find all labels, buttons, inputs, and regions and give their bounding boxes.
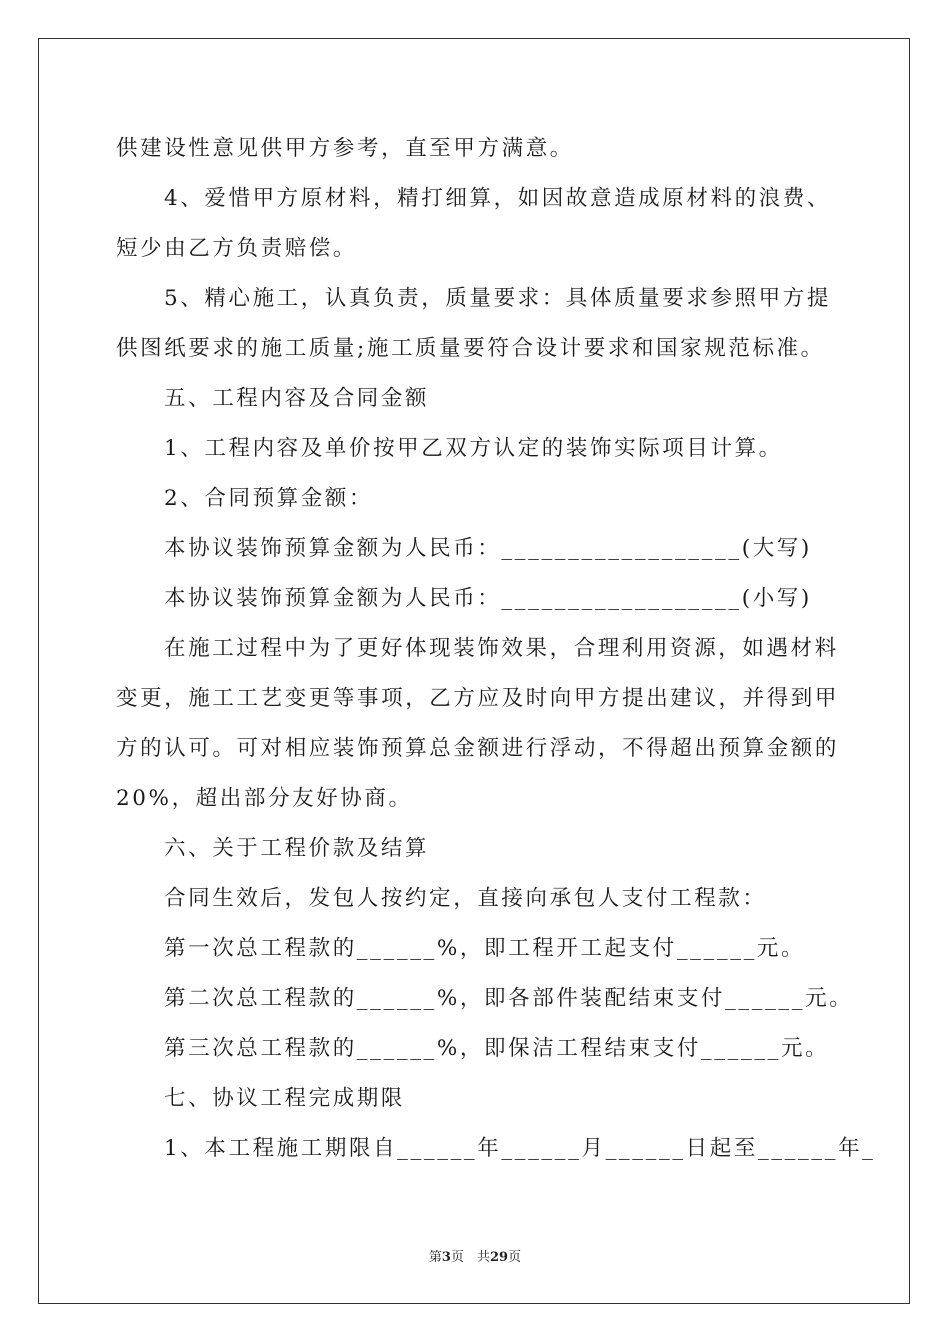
text-line: 1、工程内容及单价按甲乙双方认定的装饰实际项目计算。	[164, 436, 783, 461]
current-page-number: 3	[441, 1250, 451, 1265]
text-line: 1、本工程施工期限自______年______月______日起至______年_	[164, 1136, 876, 1161]
text-line: 五、工程内容及合同金额	[164, 386, 430, 411]
footer-prefix: 第	[428, 1250, 442, 1265]
text-line: 供图纸要求的施工质量;施工质量要符合设计要求和国家规范标准。	[116, 336, 825, 361]
total-page-number: 29	[489, 1250, 509, 1265]
text-line: 4、爱惜甲方原材料，精打细算，如因故意造成原材料的浪费、	[164, 186, 831, 211]
text-line: 在施工过程中为了更好体现装饰效果，合理利用资源，如遇材料	[164, 636, 839, 661]
text-line: 方的认可。可对相应装饰预算总金额进行浮动，不得超出预算金额的	[116, 736, 840, 761]
text-line: 六、关于工程价款及结算	[164, 836, 430, 861]
text-line: 第三次总工程款的______%，即保洁工程结束支付______元。	[164, 1036, 830, 1061]
text-line: 变更，施工工艺变更等事项，乙方应及时向甲方提出建议，并得到甲	[116, 686, 840, 711]
text-line: 2、合同预算金额：	[164, 486, 374, 511]
text-line: 合同生效后，发包人按约定，直接向承包人支付工程款：	[164, 886, 767, 911]
text-line: 七、协议工程完成期限	[164, 1086, 406, 1111]
text-line: 本协议装饰预算金额为人民币：__________________(小写)	[164, 586, 812, 611]
text-line: 第一次总工程款的______%，即工程开工起支付______元。	[164, 936, 806, 961]
text-line: 20%，超出部分友好协商。	[116, 786, 413, 811]
footer-mid: 页 共	[450, 1250, 490, 1265]
text-line: 短少由乙方负责赔偿。	[116, 236, 358, 261]
text-line: 供建设性意见供甲方参考，直至甲方满意。	[116, 136, 574, 161]
page-footer	[0, 1246, 950, 1265]
document-body	[116, 124, 876, 1174]
text-line: 本协议装饰预算金额为人民币：__________________(大写)	[164, 536, 812, 561]
text-line: 第二次总工程款的______%，即各部件装配结束支付______元。	[164, 986, 854, 1011]
text-line: 5、精心施工，认真负责，质量要求：具体质量要求参照甲方提	[164, 286, 831, 311]
footer-suffix: 页	[508, 1250, 522, 1265]
